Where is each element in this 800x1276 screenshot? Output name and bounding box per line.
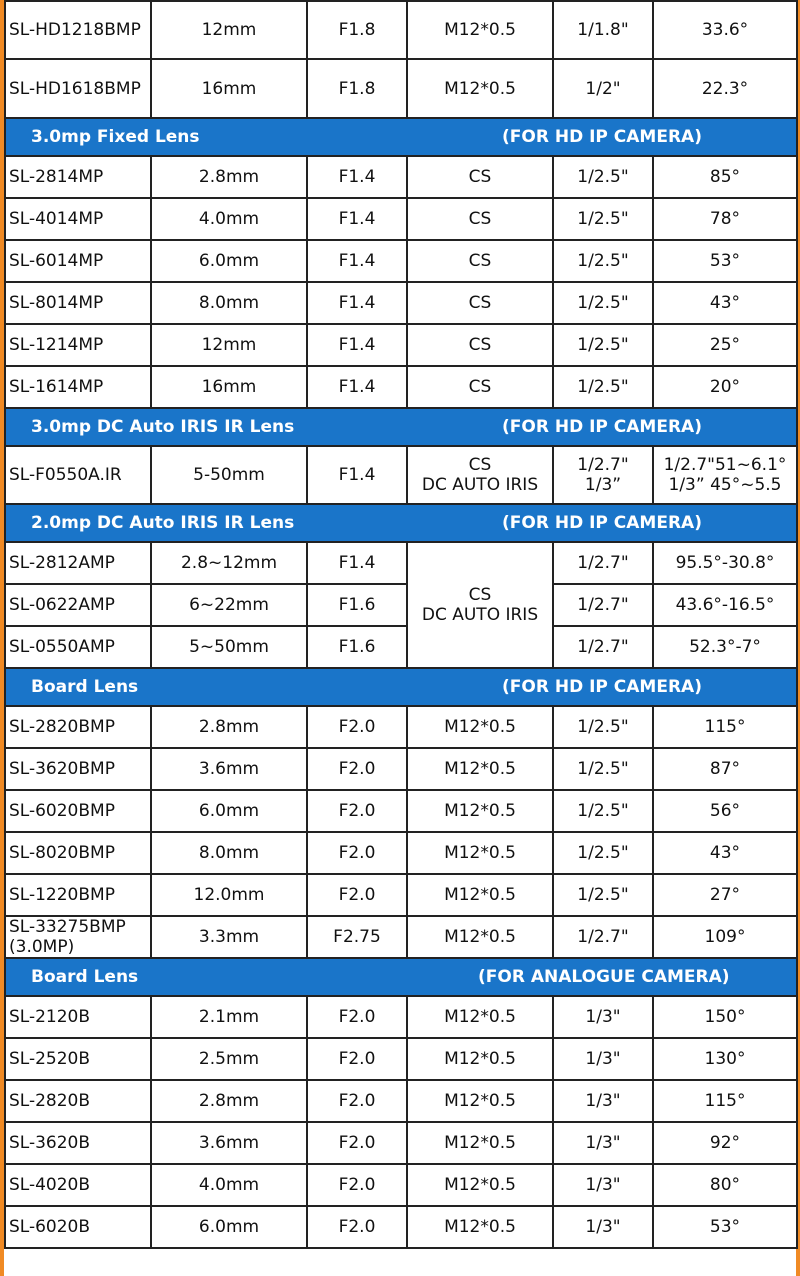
sensor-cell: 1/2.5" — [553, 832, 653, 874]
focal-cell: 4.0mm — [151, 1164, 307, 1206]
aperture-cell: F1.8 — [307, 1, 407, 59]
table-row — [5, 542, 797, 584]
mount-cell: M12*0.5 — [407, 1038, 553, 1080]
mount-cell: CS — [407, 366, 553, 408]
sensor-cell: 1/1.8" — [553, 1, 653, 59]
angle-cell: 115° — [653, 1080, 797, 1122]
focal-cell: 12mm — [151, 1, 307, 59]
model-cell: SL-2820BMP — [5, 706, 151, 748]
aperture-cell: F2.0 — [307, 1206, 407, 1248]
model-cell: SL-6014MP — [5, 240, 151, 282]
aperture-cell: F2.0 — [307, 790, 407, 832]
section-header — [5, 408, 797, 446]
table-row — [5, 916, 797, 958]
angle-cell: 43.6°-16.5° — [653, 584, 797, 626]
angle-cell: 56° — [653, 790, 797, 832]
focal-cell: 2.8mm — [151, 1080, 307, 1122]
section-note: (FOR HD IP CAMERA) — [502, 513, 702, 533]
model-cell: SL-F0550A.IR — [5, 446, 151, 504]
angle-cell: 53° — [653, 1206, 797, 1248]
section-header-cell — [5, 408, 797, 446]
model-cell: SL-0550AMP — [5, 626, 151, 668]
mount-cell: CS — [407, 156, 553, 198]
aperture-cell: F2.0 — [307, 748, 407, 790]
mount-cell: M12*0.5 — [407, 916, 553, 958]
sensor-cell: 1/3" — [553, 1164, 653, 1206]
angle-cell: 43° — [653, 832, 797, 874]
model-cell: SL-4014MP — [5, 198, 151, 240]
sensor-cell — [553, 446, 653, 504]
model-cell: SL-2520B — [5, 1038, 151, 1080]
sensor-cell: 1/2.5" — [553, 156, 653, 198]
sensor-cell: 1/2.7" — [553, 542, 653, 584]
table-row — [5, 1080, 797, 1122]
model-cell: SL-3620B — [5, 1122, 151, 1164]
focal-cell: 16mm — [151, 59, 307, 118]
lens-spec-table — [4, 0, 798, 1249]
aperture-cell: F2.0 — [307, 996, 407, 1038]
aperture-cell: F1.8 — [307, 59, 407, 118]
focal-cell: 2.5mm — [151, 1038, 307, 1080]
model-cell: SL-2814MP — [5, 156, 151, 198]
section-header-cell — [5, 504, 797, 542]
model-cell: SL-3620BMP — [5, 748, 151, 790]
angle-line: 1/2.7"51~6.1° — [663, 455, 787, 475]
aperture-cell: F2.0 — [307, 1080, 407, 1122]
angle-cell: 43° — [653, 282, 797, 324]
sensor-cell: 1/2.5" — [553, 790, 653, 832]
focal-cell: 2.8mm — [151, 706, 307, 748]
mount-cell — [407, 446, 553, 504]
sensor-cell: 1/2.7" — [553, 584, 653, 626]
section-header-cell — [5, 668, 797, 706]
angle-cell: 27° — [653, 874, 797, 916]
angle-cell: 95.5°-30.8° — [653, 542, 797, 584]
angle-cell: 53° — [653, 240, 797, 282]
focal-cell: 12.0mm — [151, 874, 307, 916]
table-row — [5, 156, 797, 198]
table-row — [5, 324, 797, 366]
section-header — [5, 668, 797, 706]
aperture-cell: F1.4 — [307, 198, 407, 240]
focal-cell: 12mm — [151, 324, 307, 366]
focal-cell: 3.6mm — [151, 1122, 307, 1164]
table-row — [5, 1, 797, 59]
mount-cell: M12*0.5 — [407, 874, 553, 916]
focal-cell: 5~50mm — [151, 626, 307, 668]
mount-line: CS — [468, 455, 492, 475]
model-cell: SL-2812AMP — [5, 542, 151, 584]
sensor-cell: 1/2.5" — [553, 198, 653, 240]
table-row — [5, 59, 797, 118]
table-row — [5, 1038, 797, 1080]
angle-line: 1/3” 45°~5.5 — [668, 475, 782, 495]
focal-cell: 8.0mm — [151, 282, 307, 324]
focal-cell: 3.3mm — [151, 916, 307, 958]
table-row — [5, 706, 797, 748]
sensor-cell: 1/2.5" — [553, 366, 653, 408]
aperture-cell: F1.4 — [307, 240, 407, 282]
focal-cell: 6.0mm — [151, 1206, 307, 1248]
mount-line: DC AUTO IRIS — [421, 475, 539, 495]
table-row — [5, 790, 797, 832]
model-cell: SL-HD1618BMP — [5, 59, 151, 118]
mount-cell: M12*0.5 — [407, 1122, 553, 1164]
angle-cell: 80° — [653, 1164, 797, 1206]
table-row — [5, 366, 797, 408]
aperture-cell: F2.0 — [307, 1122, 407, 1164]
aperture-cell: F2.75 — [307, 916, 407, 958]
focal-cell: 6.0mm — [151, 240, 307, 282]
focal-cell: 2.8~12mm — [151, 542, 307, 584]
sensor-cell: 1/3" — [553, 996, 653, 1038]
mount-cell: M12*0.5 — [407, 996, 553, 1038]
mount-cell: M12*0.5 — [407, 1164, 553, 1206]
section-header — [5, 958, 797, 996]
section-title: Board Lens — [31, 967, 139, 987]
model-cell: SL-1614MP — [5, 366, 151, 408]
shared-mount-cell — [407, 542, 553, 668]
sensor-cell: 1/3" — [553, 1080, 653, 1122]
section-title: Board Lens — [31, 677, 139, 697]
section-header-cell — [5, 958, 797, 996]
focal-cell: 5-50mm — [151, 446, 307, 504]
mount-cell: M12*0.5 — [407, 1080, 553, 1122]
model-cell: SL-8014MP — [5, 282, 151, 324]
mount-cell: M12*0.5 — [407, 706, 553, 748]
model-cell: SL-8020BMP — [5, 832, 151, 874]
angle-cell: 22.3° — [653, 59, 797, 118]
angle-cell: 33.6° — [653, 1, 797, 59]
table-row — [5, 1122, 797, 1164]
mount-cell: CS — [407, 282, 553, 324]
sensor-line: 1/3” — [584, 475, 622, 495]
angle-cell: 109° — [653, 916, 797, 958]
section-note: (FOR ANALOGUE CAMERA) — [478, 967, 730, 987]
sensor-cell: 1/2" — [553, 59, 653, 118]
aperture-cell: F1.4 — [307, 542, 407, 584]
focal-cell: 8.0mm — [151, 832, 307, 874]
focal-cell: 16mm — [151, 366, 307, 408]
model-cell — [5, 916, 151, 958]
mount-cell: M12*0.5 — [407, 748, 553, 790]
focal-cell: 2.1mm — [151, 996, 307, 1038]
mount-cell: M12*0.5 — [407, 1206, 553, 1248]
section-title: 3.0mp Fixed Lens — [31, 127, 200, 147]
sensor-cell: 1/2.5" — [553, 282, 653, 324]
aperture-cell: F2.0 — [307, 832, 407, 874]
aperture-cell: F1.4 — [307, 446, 407, 504]
focal-cell: 6.0mm — [151, 790, 307, 832]
model-cell: SL-1214MP — [5, 324, 151, 366]
aperture-cell: F1.4 — [307, 156, 407, 198]
table-row — [5, 1164, 797, 1206]
model-cell: SL-6020B — [5, 1206, 151, 1248]
mount-cell: CS — [407, 240, 553, 282]
sensor-cell: 1/2.7" — [553, 916, 653, 958]
table-row — [5, 446, 797, 504]
angle-cell: 87° — [653, 748, 797, 790]
focal-cell: 3.6mm — [151, 748, 307, 790]
mount-line: CS — [468, 585, 492, 605]
mount-cell: M12*0.5 — [407, 1, 553, 59]
model-cell: SL-0622AMP — [5, 584, 151, 626]
sensor-cell: 1/2.5" — [553, 706, 653, 748]
focal-cell: 2.8mm — [151, 156, 307, 198]
aperture-cell: F2.0 — [307, 706, 407, 748]
mount-cell: CS — [407, 324, 553, 366]
aperture-cell: F2.0 — [307, 1164, 407, 1206]
model-cell: SL-4020B — [5, 1164, 151, 1206]
table-row — [5, 282, 797, 324]
angle-cell — [653, 446, 797, 504]
angle-cell: 150° — [653, 996, 797, 1038]
focal-cell: 6~22mm — [151, 584, 307, 626]
table-row — [5, 584, 797, 626]
mount-cell: M12*0.5 — [407, 790, 553, 832]
table-row — [5, 1206, 797, 1248]
section-note: (FOR HD IP CAMERA) — [502, 417, 702, 437]
table-row — [5, 748, 797, 790]
model-line: (3.0MP) — [9, 937, 75, 957]
section-note: (FOR HD IP CAMERA) — [502, 677, 702, 697]
table-row — [5, 874, 797, 916]
aperture-cell: F2.0 — [307, 874, 407, 916]
sensor-cell: 1/2.5" — [553, 240, 653, 282]
sensor-cell: 1/3" — [553, 1038, 653, 1080]
model-cell: SL-HD1218BMP — [5, 1, 151, 59]
angle-cell: 25° — [653, 324, 797, 366]
sensor-cell: 1/3" — [553, 1122, 653, 1164]
angle-cell: 20° — [653, 366, 797, 408]
angle-cell: 115° — [653, 706, 797, 748]
angle-cell: 85° — [653, 156, 797, 198]
model-line: SL-33275BMP — [9, 917, 126, 937]
model-cell: SL-6020BMP — [5, 790, 151, 832]
mount-cell: M12*0.5 — [407, 59, 553, 118]
mount-cell: M12*0.5 — [407, 832, 553, 874]
aperture-cell: F1.4 — [307, 324, 407, 366]
section-title: 2.0mp DC Auto IRIS IR Lens — [31, 513, 295, 533]
table-row — [5, 996, 797, 1038]
sensor-cell: 1/2.7" — [553, 626, 653, 668]
angle-cell: 52.3°-7° — [653, 626, 797, 668]
aperture-cell: F1.6 — [307, 584, 407, 626]
sensor-cell: 1/3" — [553, 1206, 653, 1248]
section-header — [5, 118, 797, 156]
table-row — [5, 626, 797, 668]
table-row — [5, 832, 797, 874]
angle-cell: 130° — [653, 1038, 797, 1080]
sensor-cell: 1/2.5" — [553, 874, 653, 916]
section-note: (FOR HD IP CAMERA) — [502, 127, 702, 147]
table-row — [5, 198, 797, 240]
section-header-cell — [5, 118, 797, 156]
aperture-cell: F1.4 — [307, 366, 407, 408]
aperture-cell: F2.0 — [307, 1038, 407, 1080]
angle-cell: 78° — [653, 198, 797, 240]
sensor-cell: 1/2.5" — [553, 748, 653, 790]
aperture-cell: F1.4 — [307, 282, 407, 324]
table-row — [5, 240, 797, 282]
focal-cell: 4.0mm — [151, 198, 307, 240]
section-header — [5, 504, 797, 542]
sensor-cell: 1/2.5" — [553, 324, 653, 366]
model-cell: SL-1220BMP — [5, 874, 151, 916]
model-cell: SL-2820B — [5, 1080, 151, 1122]
mount-cell: CS — [407, 198, 553, 240]
section-title: 3.0mp DC Auto IRIS IR Lens — [31, 417, 295, 437]
aperture-cell: F1.6 — [307, 626, 407, 668]
angle-cell: 92° — [653, 1122, 797, 1164]
sensor-line: 1/2.7" — [577, 455, 629, 475]
mount-line: DC AUTO IRIS — [421, 605, 539, 625]
model-cell: SL-2120B — [5, 996, 151, 1038]
